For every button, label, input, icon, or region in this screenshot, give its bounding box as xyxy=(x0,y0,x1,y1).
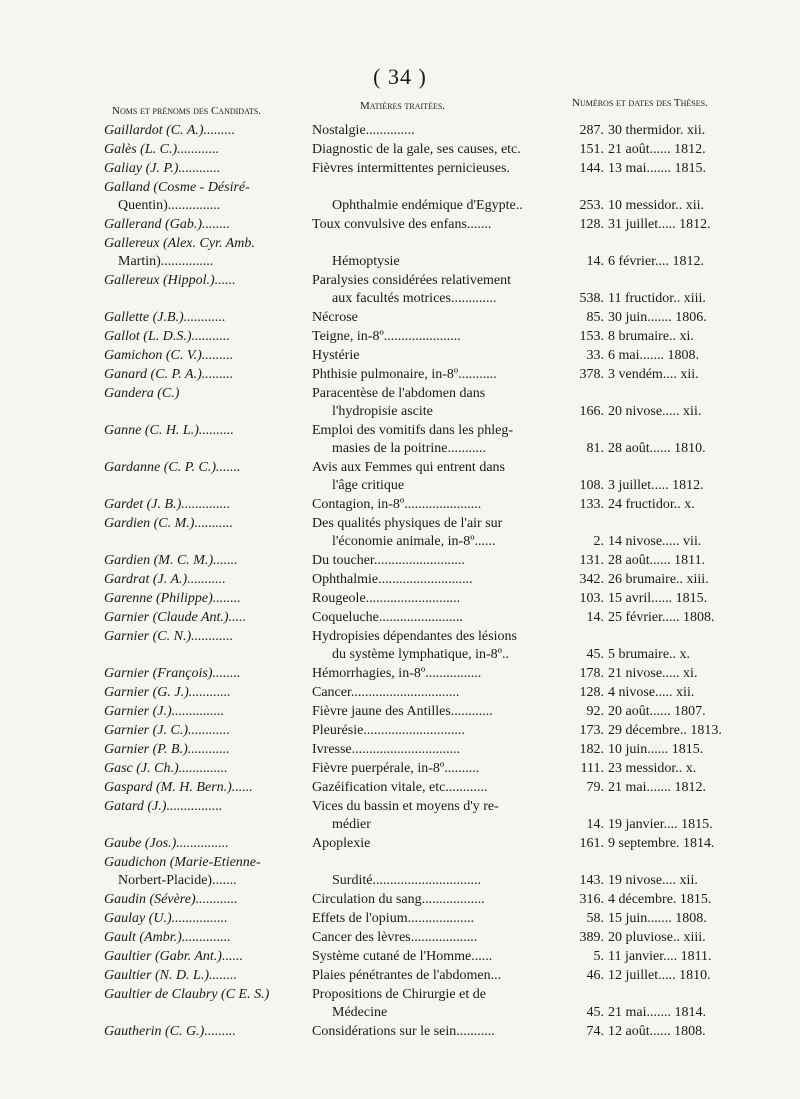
thesis-subject xyxy=(312,515,562,551)
thesis-subject xyxy=(312,235,562,271)
thesis-number: 342. xyxy=(579,572,604,587)
thesis-date: 12 juillet..... 1810. xyxy=(608,968,711,983)
thesis-subject-line: aux facultés motrices............. xyxy=(332,291,497,306)
thesis-date: 14 nivose..... vii. xyxy=(608,534,702,549)
thesis-subject xyxy=(312,665,562,683)
candidate-name xyxy=(104,459,309,477)
candidate-name-line: Garnier (J.)............... xyxy=(104,704,225,719)
thesis-subject-line: Nostalgie.............. xyxy=(312,123,415,138)
list-item xyxy=(0,496,800,515)
thesis-subject-line: Circulation du sang.................. xyxy=(312,892,485,907)
candidate-name xyxy=(104,571,309,589)
thesis-subject xyxy=(312,328,562,346)
thesis-date: 10 messidor.. xii. xyxy=(608,198,705,213)
candidate-name xyxy=(104,422,309,440)
candidate-name xyxy=(104,122,309,140)
thesis-number: 128. xyxy=(579,685,604,700)
thesis-subject-line: Effets de l'opium................... xyxy=(312,911,475,926)
thesis-subject-line: Hystérie xyxy=(312,348,360,363)
candidate-name-line: Gasc (J. Ch.).............. xyxy=(104,761,228,776)
candidate-name xyxy=(104,609,309,627)
thesis-number: 378. xyxy=(579,367,604,382)
thesis-subject xyxy=(312,703,562,721)
thesis-subject-line: Hydropisies dépendantes des lésions xyxy=(312,629,517,644)
thesis-number: 153. xyxy=(579,329,604,344)
thesis-number: 14. xyxy=(586,817,604,832)
thesis-subject xyxy=(312,929,562,947)
thesis-subject-line: Paralysies considérées relativement xyxy=(312,273,512,288)
candidate-name-line: Gardien (M. C. M.)....... xyxy=(104,553,238,568)
thesis-subject xyxy=(312,347,562,365)
candidate-name xyxy=(104,722,309,740)
thesis-subject xyxy=(312,552,562,570)
thesis-subject xyxy=(312,1023,562,1041)
thesis-subject-line: du système lymphatique, in-8º.. xyxy=(332,647,509,662)
thesis-date: 20 nivose..... xii. xyxy=(608,404,702,419)
candidate-name xyxy=(104,741,309,759)
list-item xyxy=(0,122,800,141)
thesis-subject xyxy=(312,854,562,890)
list-item xyxy=(0,1023,800,1042)
thesis-number: 46. xyxy=(586,968,604,983)
thesis-number: 58. xyxy=(586,911,604,926)
list-item xyxy=(0,235,800,272)
thesis-subject-line: Hémoptysie xyxy=(332,254,400,269)
thesis-subject-line: Ophthalmie........................... xyxy=(312,572,473,587)
candidate-name xyxy=(104,628,309,646)
candidate-name-line: Gallot (L. D.S.)........... xyxy=(104,329,230,344)
list-item xyxy=(0,891,800,910)
candidate-name xyxy=(104,179,309,215)
candidate-name xyxy=(104,779,309,797)
thesis-date: 29 décembre.. 1813. xyxy=(608,723,722,738)
candidate-name-line: Gaube (Jos.)............... xyxy=(104,836,229,851)
thesis-subject-line: Paracentèse de l'abdomen dans xyxy=(312,386,486,401)
thesis-date: 4 nivose..... xii. xyxy=(608,685,695,700)
thesis-number: 111. xyxy=(580,761,604,776)
candidate-name xyxy=(104,347,309,365)
candidate-name-line: Garenne (Philippe)........ xyxy=(104,591,241,606)
thesis-subject xyxy=(312,741,562,759)
list-item xyxy=(0,459,800,496)
candidate-name-line: Gaudichon (Marie-Etienne- xyxy=(104,855,261,870)
thesis-number: 45. xyxy=(586,1005,604,1020)
thesis-number: 14. xyxy=(586,254,604,269)
thesis-subject xyxy=(312,891,562,909)
candidate-name xyxy=(104,684,309,702)
candidate-name xyxy=(104,309,309,327)
thesis-subject xyxy=(312,122,562,140)
candidate-name-line: Garnier (Claude Ant.)..... xyxy=(104,610,247,625)
candidate-name-line: Quentin)............... xyxy=(118,198,221,213)
thesis-date: 25 février..... 1808. xyxy=(608,610,715,625)
list-item xyxy=(0,760,800,779)
thesis-number: 538. xyxy=(579,291,604,306)
list-item xyxy=(0,948,800,967)
thesis-subject xyxy=(312,628,562,664)
thesis-subject-line xyxy=(312,179,562,197)
list-item xyxy=(0,703,800,722)
candidate-name-line: Gandera (C.) xyxy=(104,386,180,401)
candidate-name-line: Garnier (G. J.)............ xyxy=(104,685,231,700)
thesis-subject-line: Vices du bassin et moyens d'y re- xyxy=(312,799,499,814)
candidate-name xyxy=(104,385,309,403)
thesis-date: 23 messidor.. x. xyxy=(608,761,697,776)
thesis-date: 4 décembre. 1815. xyxy=(608,892,712,907)
candidate-name xyxy=(104,1023,309,1041)
thesis-subject-line: Fièvre jaune des Antilles............ xyxy=(312,704,493,719)
candidate-name xyxy=(104,590,309,608)
thesis-subject-line: Cancer............................... xyxy=(312,685,460,700)
thesis-subject-line: Nécrose xyxy=(312,310,358,325)
candidate-name-line: Gautherin (C. G.)......... xyxy=(104,1024,236,1039)
candidate-name xyxy=(104,948,309,966)
thesis-number: 45. xyxy=(586,647,604,662)
thesis-number: 74. xyxy=(586,1024,604,1039)
thesis-date: 15 juin....... 1808. xyxy=(608,911,707,926)
thesis-subject xyxy=(312,496,562,514)
thesis-date: 30 juin....... 1806. xyxy=(608,310,707,325)
thesis-subject xyxy=(312,422,562,458)
thesis-date: 6 mai....... 1808. xyxy=(608,348,699,363)
thesis-date: 20 pluviose.. xiii. xyxy=(608,930,706,945)
thesis-subject xyxy=(312,160,562,178)
list-item xyxy=(0,179,800,216)
candidate-name-line: Galland (Cosme - Désiré- xyxy=(104,180,250,195)
thesis-subject xyxy=(312,385,562,421)
candidate-name xyxy=(104,496,309,514)
list-item xyxy=(0,779,800,798)
thesis-subject-line: masies de la poitrine........... xyxy=(332,441,486,456)
thesis-date: 30 thermidor. xii. xyxy=(608,123,706,138)
candidate-name xyxy=(104,854,309,890)
candidate-name-line: Ganne (C. H. L.).......... xyxy=(104,423,234,438)
candidate-name-line: Gardanne (C. P. C.)....... xyxy=(104,460,241,475)
candidate-name xyxy=(104,665,309,683)
thesis-subject xyxy=(312,760,562,778)
thesis-number: 389. xyxy=(579,930,604,945)
candidate-name xyxy=(104,891,309,909)
header-names: Noms et prénoms des Candidats. xyxy=(112,105,262,117)
candidate-name xyxy=(104,967,309,985)
list-item xyxy=(0,628,800,665)
thesis-subject-line: Coqueluche........................ xyxy=(312,610,463,625)
candidate-name-line: Gaultier de Claubry (C E. S.) xyxy=(104,987,270,1002)
candidate-name xyxy=(104,929,309,947)
candidate-name-line: Norbert-Placide)....... xyxy=(118,873,237,888)
candidate-name-line: Gaillardot (C. A.)......... xyxy=(104,123,236,138)
thesis-subject-line: Ophthalmie endémique d'Egypte.. xyxy=(332,198,523,213)
header-subjects: Matières traitées. xyxy=(360,100,446,112)
candidate-name xyxy=(104,216,309,234)
thesis-number: 79. xyxy=(586,780,604,795)
thesis-subject-line: Rougeole........................... xyxy=(312,591,461,606)
thesis-subject-line: Des qualités physiques de l'air sur xyxy=(312,516,503,531)
candidate-name xyxy=(104,235,309,271)
list-item xyxy=(0,160,800,179)
candidate-name-line: Gaudin (Sévère)............ xyxy=(104,892,238,907)
thesis-number: 108. xyxy=(579,478,604,493)
list-item xyxy=(0,854,800,891)
candidate-name xyxy=(104,552,309,570)
list-item xyxy=(0,366,800,385)
thesis-date: 19 janvier.... 1815. xyxy=(608,817,713,832)
column-headers xyxy=(0,97,800,121)
thesis-subject xyxy=(312,366,562,384)
list-item xyxy=(0,741,800,760)
thesis-subject-line: Considérations sur le sein........... xyxy=(312,1024,495,1039)
thesis-subject xyxy=(312,609,562,627)
list-item xyxy=(0,385,800,422)
thesis-subject-line: Fièvre puerpérale, in-8º.......... xyxy=(312,761,480,776)
candidate-name xyxy=(104,272,309,290)
thesis-number: 33. xyxy=(586,348,604,363)
list-item xyxy=(0,798,800,835)
thesis-date: 24 fructidor.. x. xyxy=(608,497,695,512)
list-item xyxy=(0,835,800,854)
thesis-subject xyxy=(312,986,562,1022)
thesis-list xyxy=(0,122,800,1042)
candidate-name-line: Gamichon (C. V.)......... xyxy=(104,348,234,363)
list-item xyxy=(0,422,800,459)
thesis-subject-line: Médecine xyxy=(332,1005,388,1020)
thesis-subject xyxy=(312,272,562,308)
thesis-date: 11 fructidor.. xiii. xyxy=(608,291,706,306)
thesis-subject-line: Propositions de Chirurgie et de xyxy=(312,987,486,1002)
thesis-number: 2. xyxy=(593,534,604,549)
thesis-number: 14. xyxy=(586,610,604,625)
thesis-subject xyxy=(312,835,562,853)
candidate-name-line: Gatard (J.)................ xyxy=(104,799,223,814)
thesis-subject xyxy=(312,948,562,966)
thesis-subject-line: Hémorrhagies, in-8º................ xyxy=(312,666,482,681)
list-item xyxy=(0,571,800,590)
thesis-subject-line: Cancer des lèvres................... xyxy=(312,930,478,945)
thesis-date: 11 janvier.... 1811. xyxy=(608,949,712,964)
candidate-name-line: Gardrat (J. A.)........... xyxy=(104,572,226,587)
candidate-name-line: Gaspard (M. H. Bern.)...... xyxy=(104,780,253,795)
candidate-name-line: Garnier (P. B.)............ xyxy=(104,742,230,757)
thesis-number: 316. xyxy=(579,892,604,907)
thesis-subject-line: Ivresse............................... xyxy=(312,742,461,757)
thesis-number: 103. xyxy=(579,591,604,606)
thesis-subject-line: Fièvres intermittentes pernicieuses. xyxy=(312,161,510,176)
thesis-date: 19 nivose.... xii. xyxy=(608,873,698,888)
thesis-date: 12 août...... 1808. xyxy=(608,1024,706,1039)
thesis-number: 182. xyxy=(579,742,604,757)
candidate-name xyxy=(104,760,309,778)
list-item xyxy=(0,216,800,235)
thesis-date: 10 juin...... 1815. xyxy=(608,742,704,757)
thesis-number: 144. xyxy=(579,161,604,176)
candidate-name xyxy=(104,141,309,159)
list-item xyxy=(0,910,800,929)
thesis-subject-line: Toux convulsive des enfans....... xyxy=(312,217,492,232)
thesis-date: 3 juillet..... 1812. xyxy=(608,478,704,493)
thesis-subject xyxy=(312,590,562,608)
list-item xyxy=(0,722,800,741)
list-item xyxy=(0,590,800,609)
list-item xyxy=(0,141,800,160)
thesis-subject xyxy=(312,967,562,985)
thesis-date: 9 septembre. 1814. xyxy=(608,836,715,851)
thesis-subject-line xyxy=(312,854,562,872)
thesis-subject xyxy=(312,684,562,702)
thesis-subject-line: médier xyxy=(332,817,371,832)
thesis-subject xyxy=(312,459,562,495)
list-item xyxy=(0,272,800,309)
thesis-subject-line: Diagnostic de la gale, ses causes, etc. xyxy=(312,142,521,157)
list-item xyxy=(0,515,800,552)
candidate-name xyxy=(104,515,309,533)
thesis-number: 5. xyxy=(593,949,604,964)
thesis-date: 21 août...... 1812. xyxy=(608,142,706,157)
thesis-date: 6 février.... 1812. xyxy=(608,254,705,269)
thesis-date: 5 brumaire.. x. xyxy=(608,647,691,662)
thesis-subject xyxy=(312,141,562,159)
list-item xyxy=(0,328,800,347)
candidate-name xyxy=(104,986,309,1004)
thesis-subject xyxy=(312,722,562,740)
thesis-subject-line: Gazéification vitale, etc............ xyxy=(312,780,488,795)
candidate-name xyxy=(104,366,309,384)
thesis-subject-line xyxy=(312,235,562,253)
list-item xyxy=(0,986,800,1023)
thesis-subject-line: l'âge critique xyxy=(332,478,405,493)
thesis-date: 26 brumaire.. xiii. xyxy=(608,572,709,587)
header-theses: Numéros et dates des Thèses. xyxy=(572,97,708,109)
thesis-number: 151. xyxy=(579,142,604,157)
thesis-subject-line: Teigne, in-8º...................... xyxy=(312,329,461,344)
thesis-subject-line: Plaies pénétrantes de l'abdomen... xyxy=(312,968,502,983)
thesis-number: 253. xyxy=(579,198,604,213)
thesis-number: 166. xyxy=(579,404,604,419)
thesis-date: 21 mai....... 1814. xyxy=(608,1005,706,1020)
candidate-name-line: Gardet (J. B.).............. xyxy=(104,497,231,512)
list-item xyxy=(0,967,800,986)
thesis-subject-line: Du toucher.......................... xyxy=(312,553,465,568)
list-item xyxy=(0,309,800,328)
thesis-date: 28 août...... 1810. xyxy=(608,441,706,456)
thesis-subject xyxy=(312,910,562,928)
thesis-subject-line: l'hydropisie ascite xyxy=(332,404,433,419)
thesis-number: 131. xyxy=(579,553,604,568)
candidate-name-line: Martin)............... xyxy=(118,254,214,269)
candidate-name-line: Garnier (François)........ xyxy=(104,666,241,681)
thesis-subject-line: Pleurésie............................. xyxy=(312,723,465,738)
candidate-name xyxy=(104,703,309,721)
thesis-number: 81. xyxy=(586,441,604,456)
candidate-name-line: Ganard (C. P. A.)......... xyxy=(104,367,234,382)
thesis-date: 8 brumaire.. xi. xyxy=(608,329,694,344)
thesis-date: 20 août...... 1807. xyxy=(608,704,706,719)
thesis-number: 161. xyxy=(579,836,604,851)
thesis-date: 21 nivose..... xi. xyxy=(608,666,698,681)
thesis-number: 133. xyxy=(579,497,604,512)
thesis-subject-line: Surdité............................... xyxy=(332,873,481,888)
thesis-date: 3 vendém.... xii. xyxy=(608,367,699,382)
candidate-name-line: Garnier (C. N.)............ xyxy=(104,629,234,644)
candidate-name-line: Gaultier (N. D. L.)........ xyxy=(104,968,237,983)
candidate-name-line: Galès (L. C.)............ xyxy=(104,142,220,157)
thesis-subject xyxy=(312,571,562,589)
thesis-number: 178. xyxy=(579,666,604,681)
thesis-number: 92. xyxy=(586,704,604,719)
thesis-subject xyxy=(312,798,562,834)
thesis-subject xyxy=(312,309,562,327)
candidate-name xyxy=(104,835,309,853)
thesis-number: 85. xyxy=(586,310,604,325)
thesis-number: 287. xyxy=(579,123,604,138)
list-item xyxy=(0,684,800,703)
candidate-name-line: Galiay (J. P.)............ xyxy=(104,161,221,176)
thesis-date: 15 avril...... 1815. xyxy=(608,591,708,606)
candidate-name xyxy=(104,328,309,346)
candidate-name-line: Gallette (J.B.)............ xyxy=(104,310,226,325)
list-item xyxy=(0,665,800,684)
thesis-number: 173. xyxy=(579,723,604,738)
thesis-number: 143. xyxy=(579,873,604,888)
thesis-subject-line: Avis aux Femmes qui entrent dans xyxy=(312,460,505,475)
candidate-name-line: Gallereux (Hippol.)...... xyxy=(104,273,236,288)
list-item xyxy=(0,929,800,948)
thesis-subject-line: l'économie animale, in-8º...... xyxy=(332,534,496,549)
thesis-subject xyxy=(312,216,562,234)
thesis-subject xyxy=(312,779,562,797)
thesis-subject-line: Contagion, in-8º...................... xyxy=(312,497,482,512)
page-number: ( 34 ) xyxy=(373,64,427,89)
candidate-name-line: Gaulay (U.)................ xyxy=(104,911,228,926)
thesis-subject-line: Emploi des vomitifs dans les phleg- xyxy=(312,423,514,438)
list-item xyxy=(0,347,800,366)
candidate-name-line: Gault (Ambr.).............. xyxy=(104,930,231,945)
thesis-subject-line: Système cutané de l'Homme...... xyxy=(312,949,493,964)
candidate-name-line: Garnier (J. C.)............ xyxy=(104,723,230,738)
candidate-name-line: Gardien (C. M.)........... xyxy=(104,516,233,531)
candidate-name-line: Gallerand (Gab.)........ xyxy=(104,217,230,232)
candidate-name-line: Gallereux (Alex. Cyr. Amb. xyxy=(104,236,255,251)
thesis-subject-line: Apoplexie xyxy=(312,836,371,851)
thesis-date: 28 août...... 1811. xyxy=(608,553,706,568)
list-item xyxy=(0,609,800,628)
thesis-number: 128. xyxy=(579,217,604,232)
candidate-name xyxy=(104,160,309,178)
candidate-name xyxy=(104,910,309,928)
thesis-subject-line: Phthisie pulmonaire, in-8º........... xyxy=(312,367,497,382)
list-item xyxy=(0,552,800,571)
thesis-subject xyxy=(312,179,562,215)
thesis-date: 13 mai....... 1815. xyxy=(608,161,706,176)
thesis-date: 21 mai....... 1812. xyxy=(608,780,706,795)
candidate-name-line: Gaultier (Gabr. Ant.)...... xyxy=(104,949,243,964)
thesis-date: 31 juillet..... 1812. xyxy=(608,217,711,232)
candidate-name xyxy=(104,798,309,816)
